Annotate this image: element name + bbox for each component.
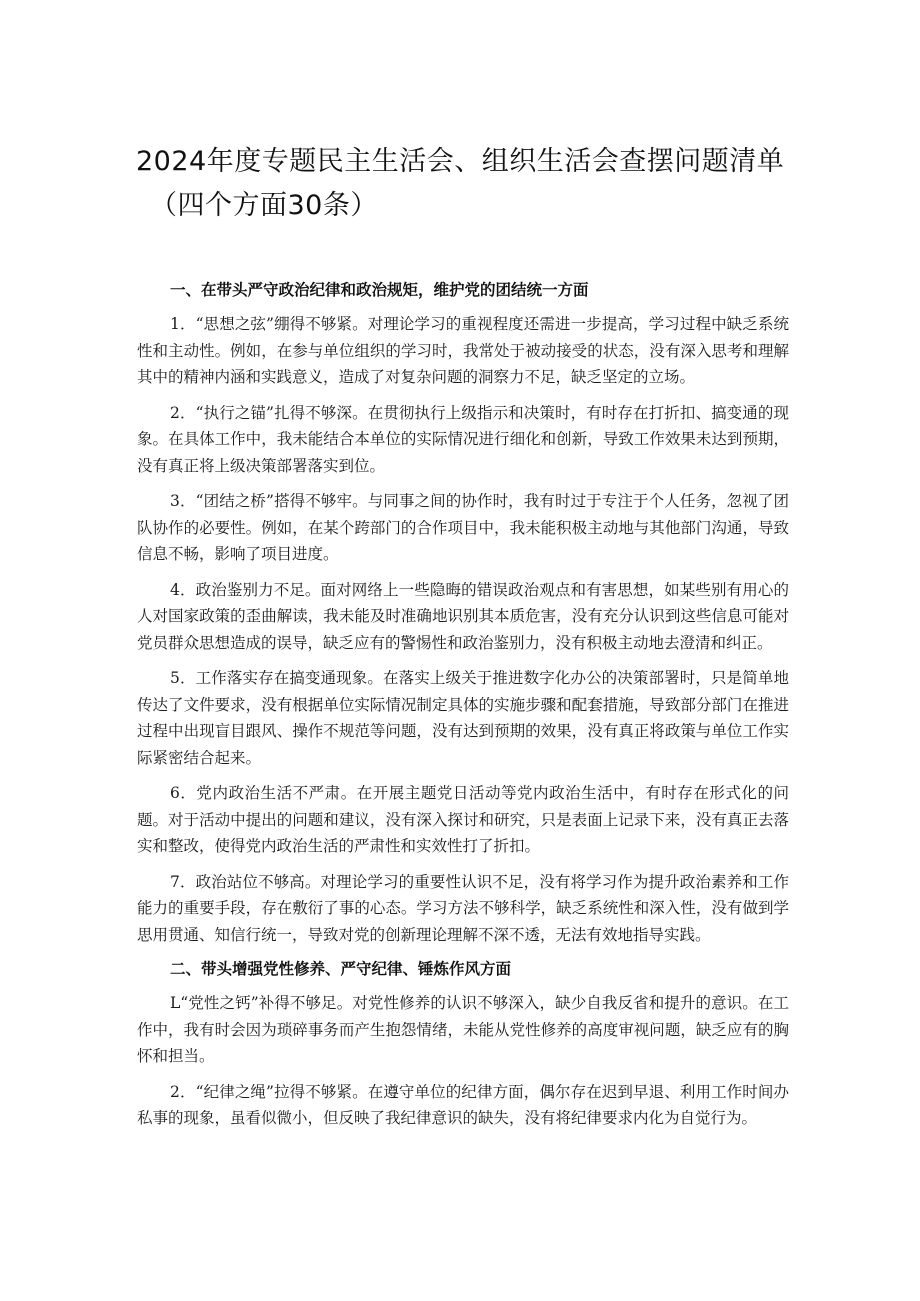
list-item: 3．“团结之桥”搭得不够牢。与同事之间的协作时，我有时过于专注于个人任务，忽视了团队协作的必要性。例如，在某个跨部门的合作项目中，我未能积极主动地与其他部门沟通，导致信息不畅，影响了项目进度。 xyxy=(137,492,789,563)
document-body xyxy=(137,278,789,1141)
list-item: 7．政治站位不够高。对理论学习的重要性认识不足，没有将学习作为提升政治素养和工作能力的重要手段，存在敷衍了事的心态。学习方法不够科学，缺乏系统性和深入性，没有做到学思用贯通、知信行统一，导致对党的创新理论理解不深不透，无法有效地指导实践。 xyxy=(137,872,789,944)
list-item: 2．“执行之锚”扎得不够深。在贯彻执行上级指示和决策时，有时存在打折扣、搞变通的现象。在具体工作中，我未能结合本单位的实际情况进行细化和创新，导致工作效果未达到预期，没有真正将上级决策部署落实到位。 xyxy=(137,403,789,475)
list-item: 4．政治鉴别力不足。面对网络上一些隐晦的错误政治观点和有害思想，如某些别有用心的人对国家政策的歪曲解读，我未能及时准确地识别其本质危害，没有充分认识到这些信息可能对党员群众思想造成的误导，缺乏应有的警惕性和政治鉴别力，没有积极主动地去澄清和纠正。 xyxy=(137,580,789,652)
section-heading-2: 二、带头增强党性修养、严守纪律、锤炼作风方面 xyxy=(170,960,512,978)
list-item: 2．“纪律之绳”拉得不够紧。在遵守单位的纪律方面，偶尔存在迟到早退、利用工作时间办私事的现象，虽看似微小，但反映了我纪律意识的缺失，没有将纪律要求内化为自觉行为。 xyxy=(137,1082,789,1127)
list-item: 1．“思想之弦”绷得不够紧。对理论学习的重视程度还需进一步提高，学习过程中缺乏系统性和主动性。例如，在参与单位组织的学习时，我常处于被动接受的状态，没有深入思考和理解其中的精神内涵和实践意义，造成了对复杂问题的洞察力不足，缺乏坚定的立场。 xyxy=(137,315,789,386)
section-heading-1: 一、在带头严守政治纪律和政治规矩，维护党的团结统一方面 xyxy=(170,281,589,299)
document-title xyxy=(136,140,836,228)
title-line-1: 2024年度专题民主生活会、组织生活会查摆问题清单 xyxy=(136,146,785,177)
list-item: 5．工作落实存在搞变通现象。在落实上级关于推进数字化办公的决策部署时，只是简单地传达了文件要求，没有根据单位实际情况制定具体的实施步骤和配套措施，导致部分部门在推进过程中出现盲目跟风、操作不规范等问题，没有达到预期的效果，没有真正将政策与单位工作实际紧密结合起来。 xyxy=(137,669,789,767)
list-item: L“党性之钙”补得不够足。对党性修养的认识不够深入，缺少自我反省和提升的意识。在工作中，我有时会因为琐碎事务而产生抱怨情绪，未能从党性修养的高度审视问题，缺乏应有的胸怀和担当。 xyxy=(137,994,789,1065)
title-line-2: （四个方面30条） xyxy=(150,190,378,221)
list-item: 6．党内政治生活不严肃。在开展主题党日活动等党内政治生活中，有时存在形式化的问题。对于活动中提出的问题和建议，没有深入探讨和研究，只是表面上记录下来，没有真正去落实和整改，使得党内政治生活的严肃性和实效性打了折扣。 xyxy=(137,784,789,855)
